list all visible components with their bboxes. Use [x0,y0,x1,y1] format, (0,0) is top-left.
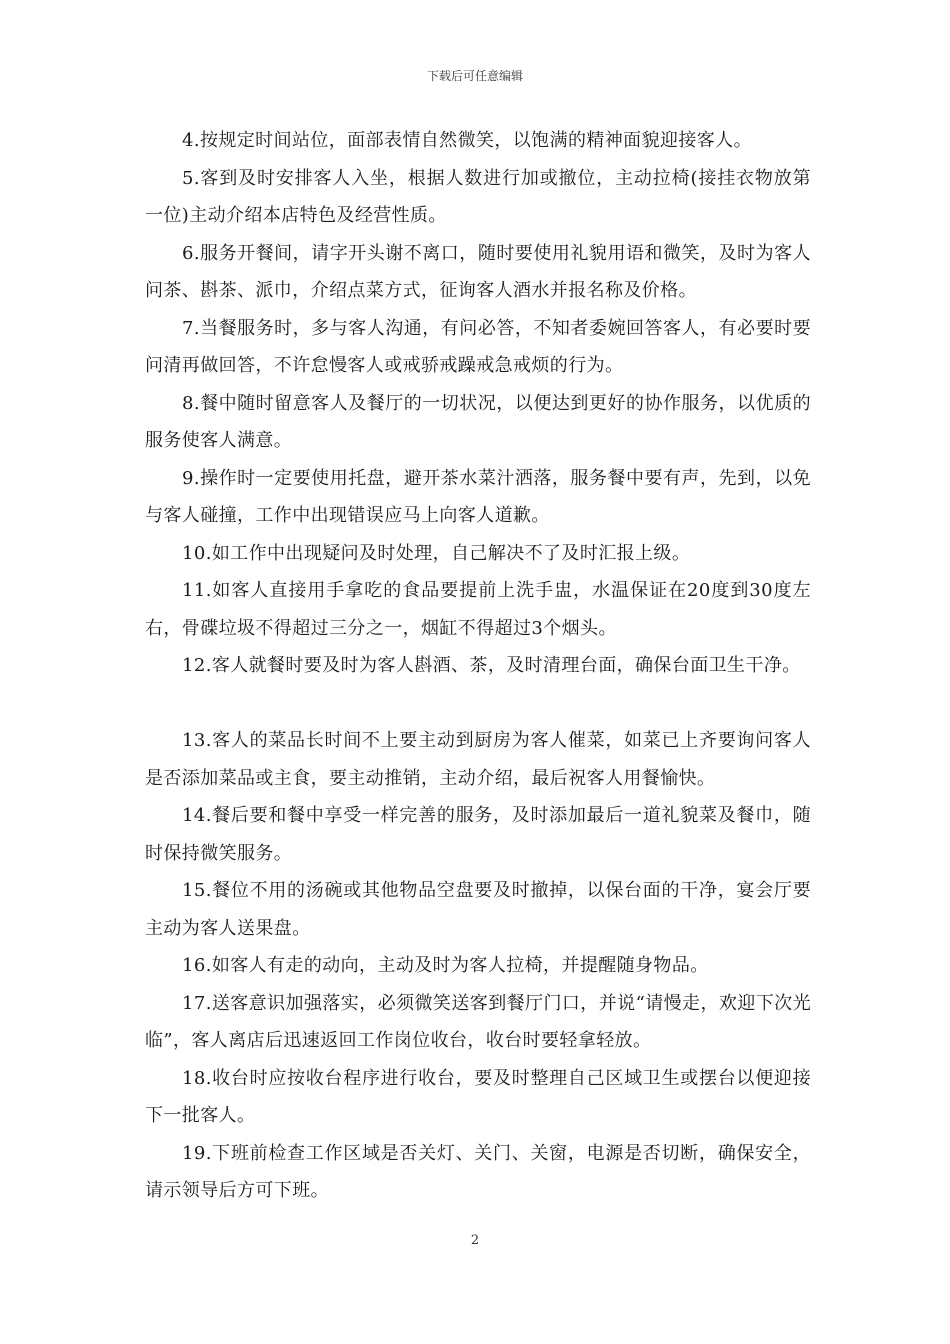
paragraph-item-16: 16.如客人有走的动向，主动及时为客人拉椅，并提醒随身物品。 [182,955,709,976]
paragraph-item-13: 13.客人的菜品长时间不上要主动到厨房为客人催菜，如菜已上齐要询问客人是否添加菜品或主食，要主动推销，主动介绍，最后祝客人用餐愉快。 [145,730,811,789]
paragraph-item-11: 11.如客人直接用手拿吃的食品要提前上洗手盅，水温保证在20度到30度左右，骨碟垃圾不得超过三分之一，烟缸不得超过3个烟头。 [145,580,811,639]
page-header: 下载后可任意编辑 [426,69,523,83]
paragraph-item-15: 15.餐位不用的汤碗或其他物品空盘要及时撤掉，以保台面的干净，宴会厅要主动为客人送果盘。 [145,880,811,939]
paragraph-item-14: 14.餐后要和餐中享受一样完善的服务，及时添加最后一道礼貌菜及餐巾，随时保持微笑服务。 [145,805,811,864]
paragraph-item-5: 5.客到及时安排客人入坐，根据人数进行加或撤位，主动拉椅(接挂衣物放第一位)主动介绍本店特色及经营性质。 [145,167,811,226]
paragraph-item-18: 18.收台时应按收台程序进行收台，要及时整理自己区域卫生或摆台以便迎接下一批客人。 [145,1067,811,1126]
paragraph-item-7: 7.当餐服务时，多与客人沟通，有问必答，不知者委婉回答客人，有必要时要问清再做回答，不许怠慢客人或戒骄戒躁戒急戒烦的行为。 [145,317,811,376]
paragraph-item-6: 6.服务开餐间，请字开头谢不离口，随时要使用礼貌用语和微笑，及时为客人问茶、斟茶、派巾，介绍点菜方式，征询客人酒水并报名称及价格。 [145,242,811,301]
document-body [145,122,811,1210]
paragraph-item-10: 10.如工作中出现疑问及时处理，自己解决不了及时汇报上级。 [182,542,691,564]
page-number: 2 [470,1233,480,1248]
paragraph-item-4: 4.按规定时间站位，面部表情自然微笑，以饱满的精神面貌迎接客人。 [182,130,752,151]
paragraph-item-19: 19.下班前检查工作区域是否关灯、关门、关窗，电源是否切断，确保安全，请示领导后方可下班。 [145,1142,811,1201]
paragraph-item-9: 9.操作时一定要使用托盘，避开茶水菜汁洒落，服务餐中要有声，先到，以免与客人碰撞，工作中出现错误应马上向客人道歉。 [145,467,811,526]
paragraph-item-17: 17.送客意识加强落实，必须微笑送客到餐厅门口，并说“请慢走，欢迎下次光临”，客人离店后迅速返回工作岗位收台，收台时要轻拿轻放。 [145,992,811,1051]
paragraph-item-12: 12.客人就餐时要及时为客人斟酒、茶，及时清理台面，确保台面卫生干净。 [182,655,801,676]
paragraph-item-8: 8.餐中随时留意客人及餐厅的一切状况，以便达到更好的协作服务，以优质的服务使客人满意。 [145,392,811,451]
